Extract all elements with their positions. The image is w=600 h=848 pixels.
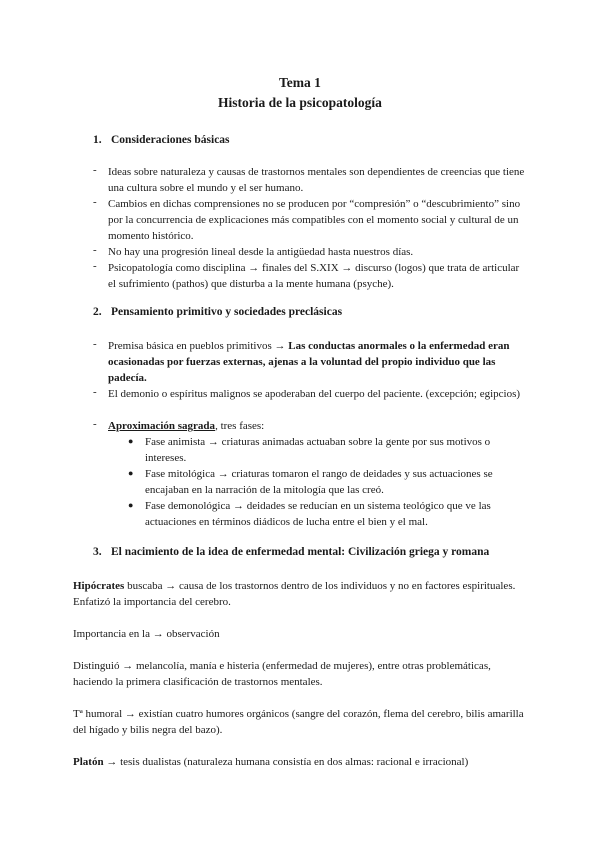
item-bold-text: Aproximación sagrada — [108, 420, 216, 432]
doc-title: Tema 1 — [279, 75, 321, 90]
paragraph — [73, 578, 533, 610]
dash-marker: - — [93, 338, 97, 350]
list-item: Ideas sobre naturaleza y causas de trastornos mentales son dependientes de creencias que tiene una cultura sobre el mundo y el ser humano. — [108, 166, 525, 194]
bullet-dot-icon: ● — [128, 436, 134, 446]
section-title: Consideraciones básicas — [111, 134, 230, 146]
paragraph-text: buscaba → causa de los trastornos dentro de los individuos y no en factores espirituales. Enfatizó la importancia del cerebro. — [73, 580, 516, 608]
section-title: El nacimiento de la idea de enfermedad mental: Civilización griega y romana — [111, 546, 490, 558]
list-item — [108, 338, 526, 386]
sub-list-item: Fase mitológica → criaturas tomaron el rango de deidades y sus actuaciones se encajaban en la narración de la mitología que las creó. — [145, 468, 493, 496]
bullet-dot-icon: ● — [128, 500, 134, 510]
list-item — [108, 418, 526, 434]
section-number: 3. — [93, 546, 102, 558]
item-text: Premisa básica en pueblos primitivos → — [108, 340, 289, 352]
section-3-heading — [93, 546, 489, 558]
sub-list-item: Fase demonológica → deidades se reducían en un sistema teológico que ve las actuaciones en términos diádicos de lucha entre el bien y el mal. — [145, 500, 491, 528]
paragraph-bold-text: Platón — [73, 756, 104, 768]
list-item: Cambios en dichas comprensiones no se producen por “compresión” o “descubrimiento” sino por la concurrencia de explicaciones más compatibles con el momento social y cultural de un momento histórico. — [108, 198, 521, 242]
section-number: 1. — [93, 134, 102, 146]
dash-marker: - — [93, 386, 97, 398]
bullet-dot-icon: ● — [128, 468, 134, 478]
paragraph-text: → tesis dualistas (naturaleza humana consistía en dos almas: racional e irracional) — [103, 756, 469, 768]
doc-subtitle: Historia de la psicopatología — [218, 95, 382, 110]
dash-marker: - — [93, 418, 97, 430]
section-1-heading — [93, 134, 230, 146]
paragraph-bold-text: Hipócrates — [73, 580, 125, 592]
section-title: Pensamiento primitivo y sociedades preclásicas — [111, 306, 343, 318]
paragraph: Distinguió → melancolía, manía e histeria (enfermedad de mujeres), entre otras problemáticas, haciendo la primera clasificación de trastornos mentales. — [73, 660, 491, 688]
dash-marker: - — [93, 244, 97, 256]
list-item: El demonio o espíritus malignos se apoderaban del cuerpo del paciente. (excepción; egipcios) — [108, 388, 521, 400]
paragraph — [73, 754, 533, 770]
dash-marker: - — [93, 196, 97, 208]
dash-marker: - — [93, 260, 97, 272]
section-2-heading — [93, 306, 342, 318]
sub-list-item: Fase animista → criaturas animadas actuaban sobre la gente por sus motivos o intereses. — [145, 436, 491, 464]
list-item: Psicopatología como disciplina → finales del S.XIX → discurso (logos) que trata de articular el sufrimiento (pathos) que disturba a la mente humana (psyche). — [108, 262, 520, 290]
paragraph: Importancia en la → observación — [73, 628, 220, 640]
item-text: , tres fases: — [215, 420, 265, 432]
dash-marker: - — [93, 164, 97, 176]
item-bold-text: Las conductas anormales o la enfermedad eran ocasionadas por fuerzas externas, ajenas a la voluntad del propio individuo que las padecía. — [108, 340, 510, 384]
list-item: No hay una progresión lineal desde la antigüedad hasta nuestros días. — [108, 246, 414, 258]
section-number: 2. — [93, 306, 102, 318]
paragraph: Tª humoral → existían cuatro humores orgánicos (sangre del corazón, flema del cerebro, bilis amarilla del hígado y bilis negra del bazo). — [73, 708, 524, 736]
